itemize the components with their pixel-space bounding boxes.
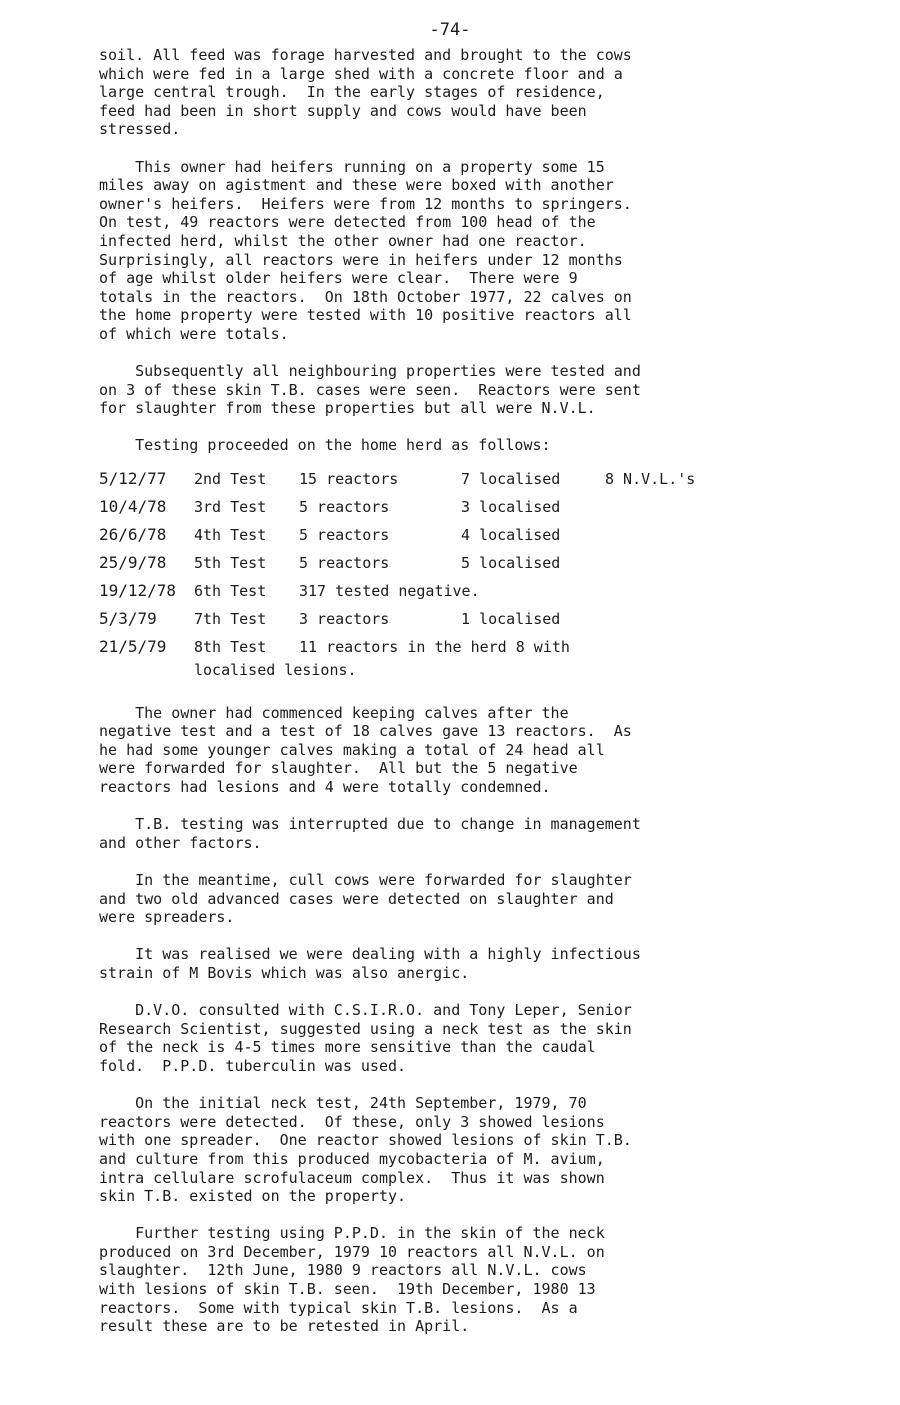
test-date: 25/9/78 [99,553,167,573]
test-number: 6th Test [194,582,267,601]
paragraph-cull-cows: In the meantime, cull cows were forwarded for slaughter and two old advanced cases were detected on slaughter and were spreaders. [99,871,632,927]
test-date: 5/12/77 [99,469,167,489]
test-result-summary: 11 reactors in the herd 8 with [299,638,570,657]
page-number: -74- [429,20,471,40]
test-number: 2nd Test [194,470,267,489]
table-row [99,465,749,493]
test-reactors: 5 reactors [299,498,390,517]
test-number: 3rd Test [194,498,267,517]
paragraph-calves-test: The owner had commenced keeping calves after the negative test and a test of 18 calves gave 13 reactors. As he had some younger calves making a total of 24 head all were forwarded for slaughter. All but the 5 negative reactors had lesions and 4 were totally condemned. [99,703,632,797]
test-result-summary: 317 tested negative. [299,582,480,601]
test-reactors: 15 reactors [299,470,399,489]
table-row [99,521,749,549]
test-date: 21/5/79 [99,637,167,657]
paragraph-infectious-strain: It was realised we were dealing with a highly infectious strain of M Bovis which was also anergic. [99,945,641,982]
test-nvl [605,493,745,521]
test-nvl: 8 N.V.L.'s [605,470,696,489]
test-localised: 3 localised [461,498,561,517]
test-date: 10/4/78 [99,497,167,517]
paragraph-initial-neck-test: On the initial neck test, 24th September, 1979, 70 reactors were detected. Of these, only 3 showed lesions with one spreader. One reactor showed lesions of skin T.B. and culture from this produced mycobacteria of M. avium, intra cellulare scrofulaceum complex. Thus it was shown skin T.B. existed on the property. [99,1094,632,1206]
test-reactors: 5 reactors [299,554,390,573]
paragraph-soil-feed: soil. All feed was forage harvested and brought to the cows which were fed in a large shed with a concrete floor and a large central trough. In the early stages of residence, feed had been in short supply and cows would have been stressed. [99,46,632,139]
paragraph-further-testing: Further testing using P.P.D. in the skin of the neck produced on 3rd December, 1979 10 reactors all N.V.L. on slaughter. 12th June, 1980 9 reactors all N.V.L. cows with lesions of skin T.B. seen. 19th December, 1980 13 reactors. Some with typical skin T.B. lesions. As a result these are to be retested in April. [99,1224,605,1336]
table-row [99,605,749,633]
test-localised: 4 localised [461,526,561,545]
test-date: 5/3/79 [99,609,157,629]
table-row [99,493,749,521]
test-reactors: 3 reactors [299,610,390,629]
test-number: 4th Test [194,526,267,545]
test-results-table [99,465,749,680]
document-body [99,46,749,1354]
table-row [99,549,749,577]
table-row [99,633,749,661]
paragraph-testing-proceeded: Testing proceeded on the home herd as follows: [99,436,551,455]
test-number: 7th Test [194,610,267,629]
test-nvl [605,549,745,577]
test-reactors: 5 reactors [299,526,390,545]
table-row [99,577,749,605]
test-nvl [605,521,745,549]
test-localised: 1 localised [461,610,561,629]
test-localised: 7 localised [461,470,561,489]
test-number: 8th Test [194,638,267,657]
paragraph-heifers-agistment: This owner had heifers running on a property some 15 miles away on agistment and these were boxed with another owner's heifers. Heifers were from 12 months to springers. On test, 49 reactors were detected from 100 head of the infected herd, whilst the other owner had one reactor. Surprisingly, all reactors were in heifers under 12 months of age whilst older heifers were clear. There were 9 totals in the reactors. On 18th October 1977, 22 calves on the home property were tested with 10 positive reactors all of which were totals. [99,157,632,343]
test-localised: 5 localised [461,554,561,573]
paragraph-testing-interrupted: T.B. testing was interrupted due to change in management and other factors. [99,815,641,852]
test-number: 5th Test [194,554,267,573]
test-nvl [605,605,745,633]
paragraph-dvo-consulted: D.V.O. consulted with C.S.I.R.O. and Tony Leper, Senior Research Scientist, suggested using a neck test as the skin of the neck is 4-5 times more sensitive than the caudal fold. P.P.D. tuberculin was used. [99,1001,632,1075]
test-date: 19/12/78 [99,581,177,601]
paragraph-neighbouring-properties: Subsequently all neighbouring properties were tested and on 3 of these skin T.B. cases were seen. Reactors were sent for slaughter from these properties but all were N.V.L. [99,362,641,418]
test-date: 26/6/78 [99,525,167,545]
test-result-continuation: localised lesions. [194,661,357,680]
